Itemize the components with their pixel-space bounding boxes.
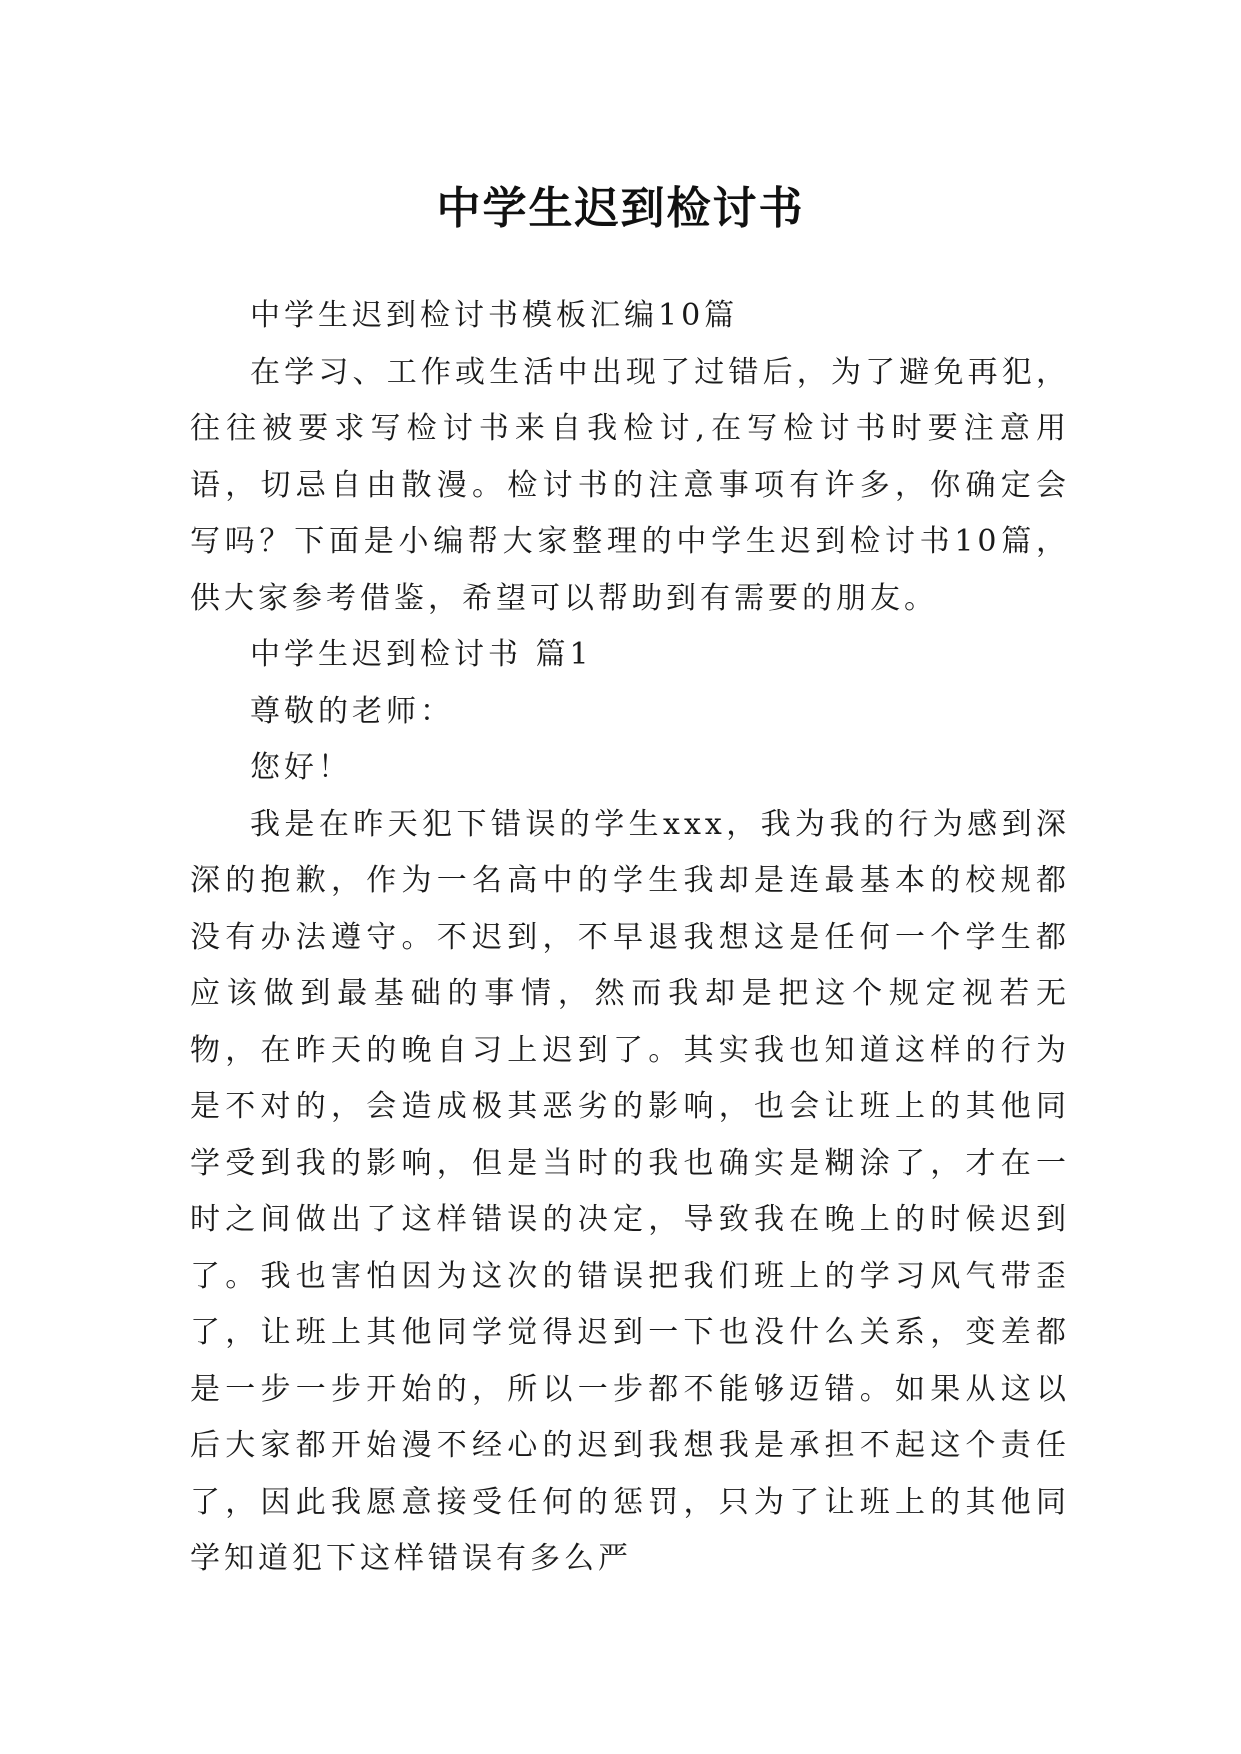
paragraph-main: 我是在昨天犯下错误的学生xxx，我为我的行为感到深深的抱歉，作为一名高中的学生我却是连最基本的校规都没有办法遵守。不迟到，不早退我想这是任何一个学生都应该做到最基础的事情，然而我却是把这个规定视若无物，在昨天的晚自习上迟到了。其实我也知道这样的行为是不对的，会造成极其恶劣的影响，也会让班上的其他同学受到我的影响，但是当时的我也确实是糊涂了，才在一时之间做出了这样错误的决定，导致我在晚上的时候迟到了。我也害怕因为这次的错误把我们班上的学习风气带歪了，让班上其他同学觉得迟到一下也没什么关系，变差都是一步一步开始的，所以一步都不能够迈错。如果从这以后大家都开始漫不经心的迟到我想我是承担不起这个责任了，因此我愿意接受任何的惩罚，只为了让班上的其他同学知道犯下这样错误有多么严 [190,806,1070,1576]
paragraph-greeting: 您好！ [250,750,352,785]
document-title: 中学生迟到检讨书 [436,183,805,235]
paragraph-subtitle: 中学生迟到检讨书模板汇编10篇 [250,298,739,333]
document-body [190,288,1070,1588]
paragraph-intro: 在学习、工作或生活中出现了过错后，为了避免再犯，往往被要求写检讨书来自我检讨,在写检讨书时要注意用语，切忌自由散漫。检讨书的注意事项有许多，你确定会写吗？下面是小编帮大家整理的中学生迟到检讨书10篇，供大家参考借鉴，希望可以帮助到有需要的朋友。 [190,354,1070,616]
paragraph-salutation: 尊敬的老师： [250,693,454,729]
paragraph-section-heading: 中学生迟到检讨书 篇1 [250,637,593,672]
